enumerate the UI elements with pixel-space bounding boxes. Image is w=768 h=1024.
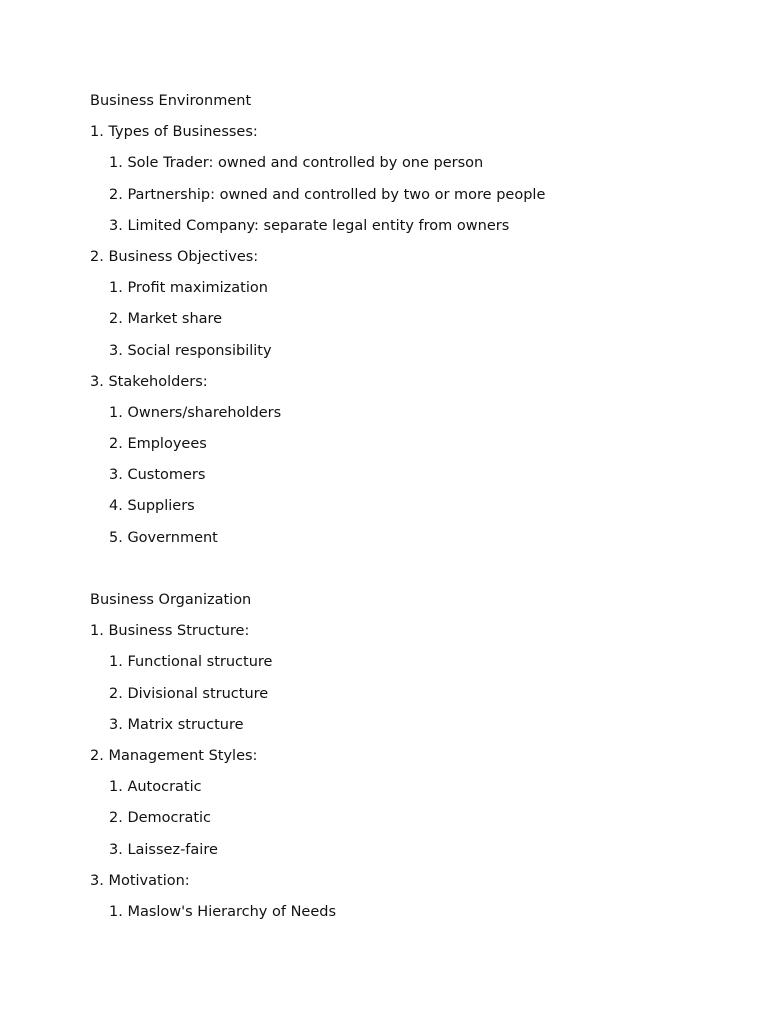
sub-list-item: 3. Customers	[109, 467, 206, 484]
sub-list-item: 4. Suppliers	[109, 498, 195, 515]
sub-list-item: 1. Functional structure	[109, 654, 273, 671]
list-item: 3. Motivation:	[90, 872, 190, 889]
sub-list-item: 2. Market share	[109, 311, 223, 328]
sub-list-item: 1. Maslow's Hierarchy of Needs	[109, 903, 337, 920]
sub-list-item: 1. Owners/shareholders	[109, 404, 282, 421]
sub-list-item: 3. Matrix structure	[109, 716, 244, 733]
sub-list-item: 2. Democratic	[109, 810, 212, 827]
sub-list-item: 3. Laissez-faire	[109, 841, 218, 858]
sub-list-item: 1. Sole Trader: owned and controlled by one person	[109, 155, 484, 172]
sub-list-item: 2. Employees	[109, 436, 207, 453]
section-heading: Business Environment	[90, 93, 252, 109]
list-item: 2. Business Objectives:	[90, 248, 259, 265]
list-item: 1. Business Structure:	[90, 623, 250, 640]
section-spacer	[90, 559, 730, 590]
sub-list-item: 1. Autocratic	[109, 779, 202, 796]
list-item: 2. Management Styles:	[90, 747, 258, 764]
sub-list-item: 3. Limited Company: separate legal entity from owners	[109, 217, 510, 234]
sub-list-item: 2. Partnership: owned and controlled by two or more people	[109, 186, 546, 203]
document-page	[90, 91, 730, 933]
sub-list-item: 5. Government	[109, 529, 218, 546]
sub-list-item: 2. Divisional structure	[109, 685, 269, 702]
list-item: 1. Types of Businesses:	[90, 124, 258, 141]
sub-list-item: 3. Social responsibility	[109, 342, 272, 359]
sub-list-item: 1. Profit maximization	[109, 280, 268, 297]
list-item: 3. Stakeholders:	[90, 373, 208, 390]
section-heading: Business Organization	[90, 592, 252, 608]
